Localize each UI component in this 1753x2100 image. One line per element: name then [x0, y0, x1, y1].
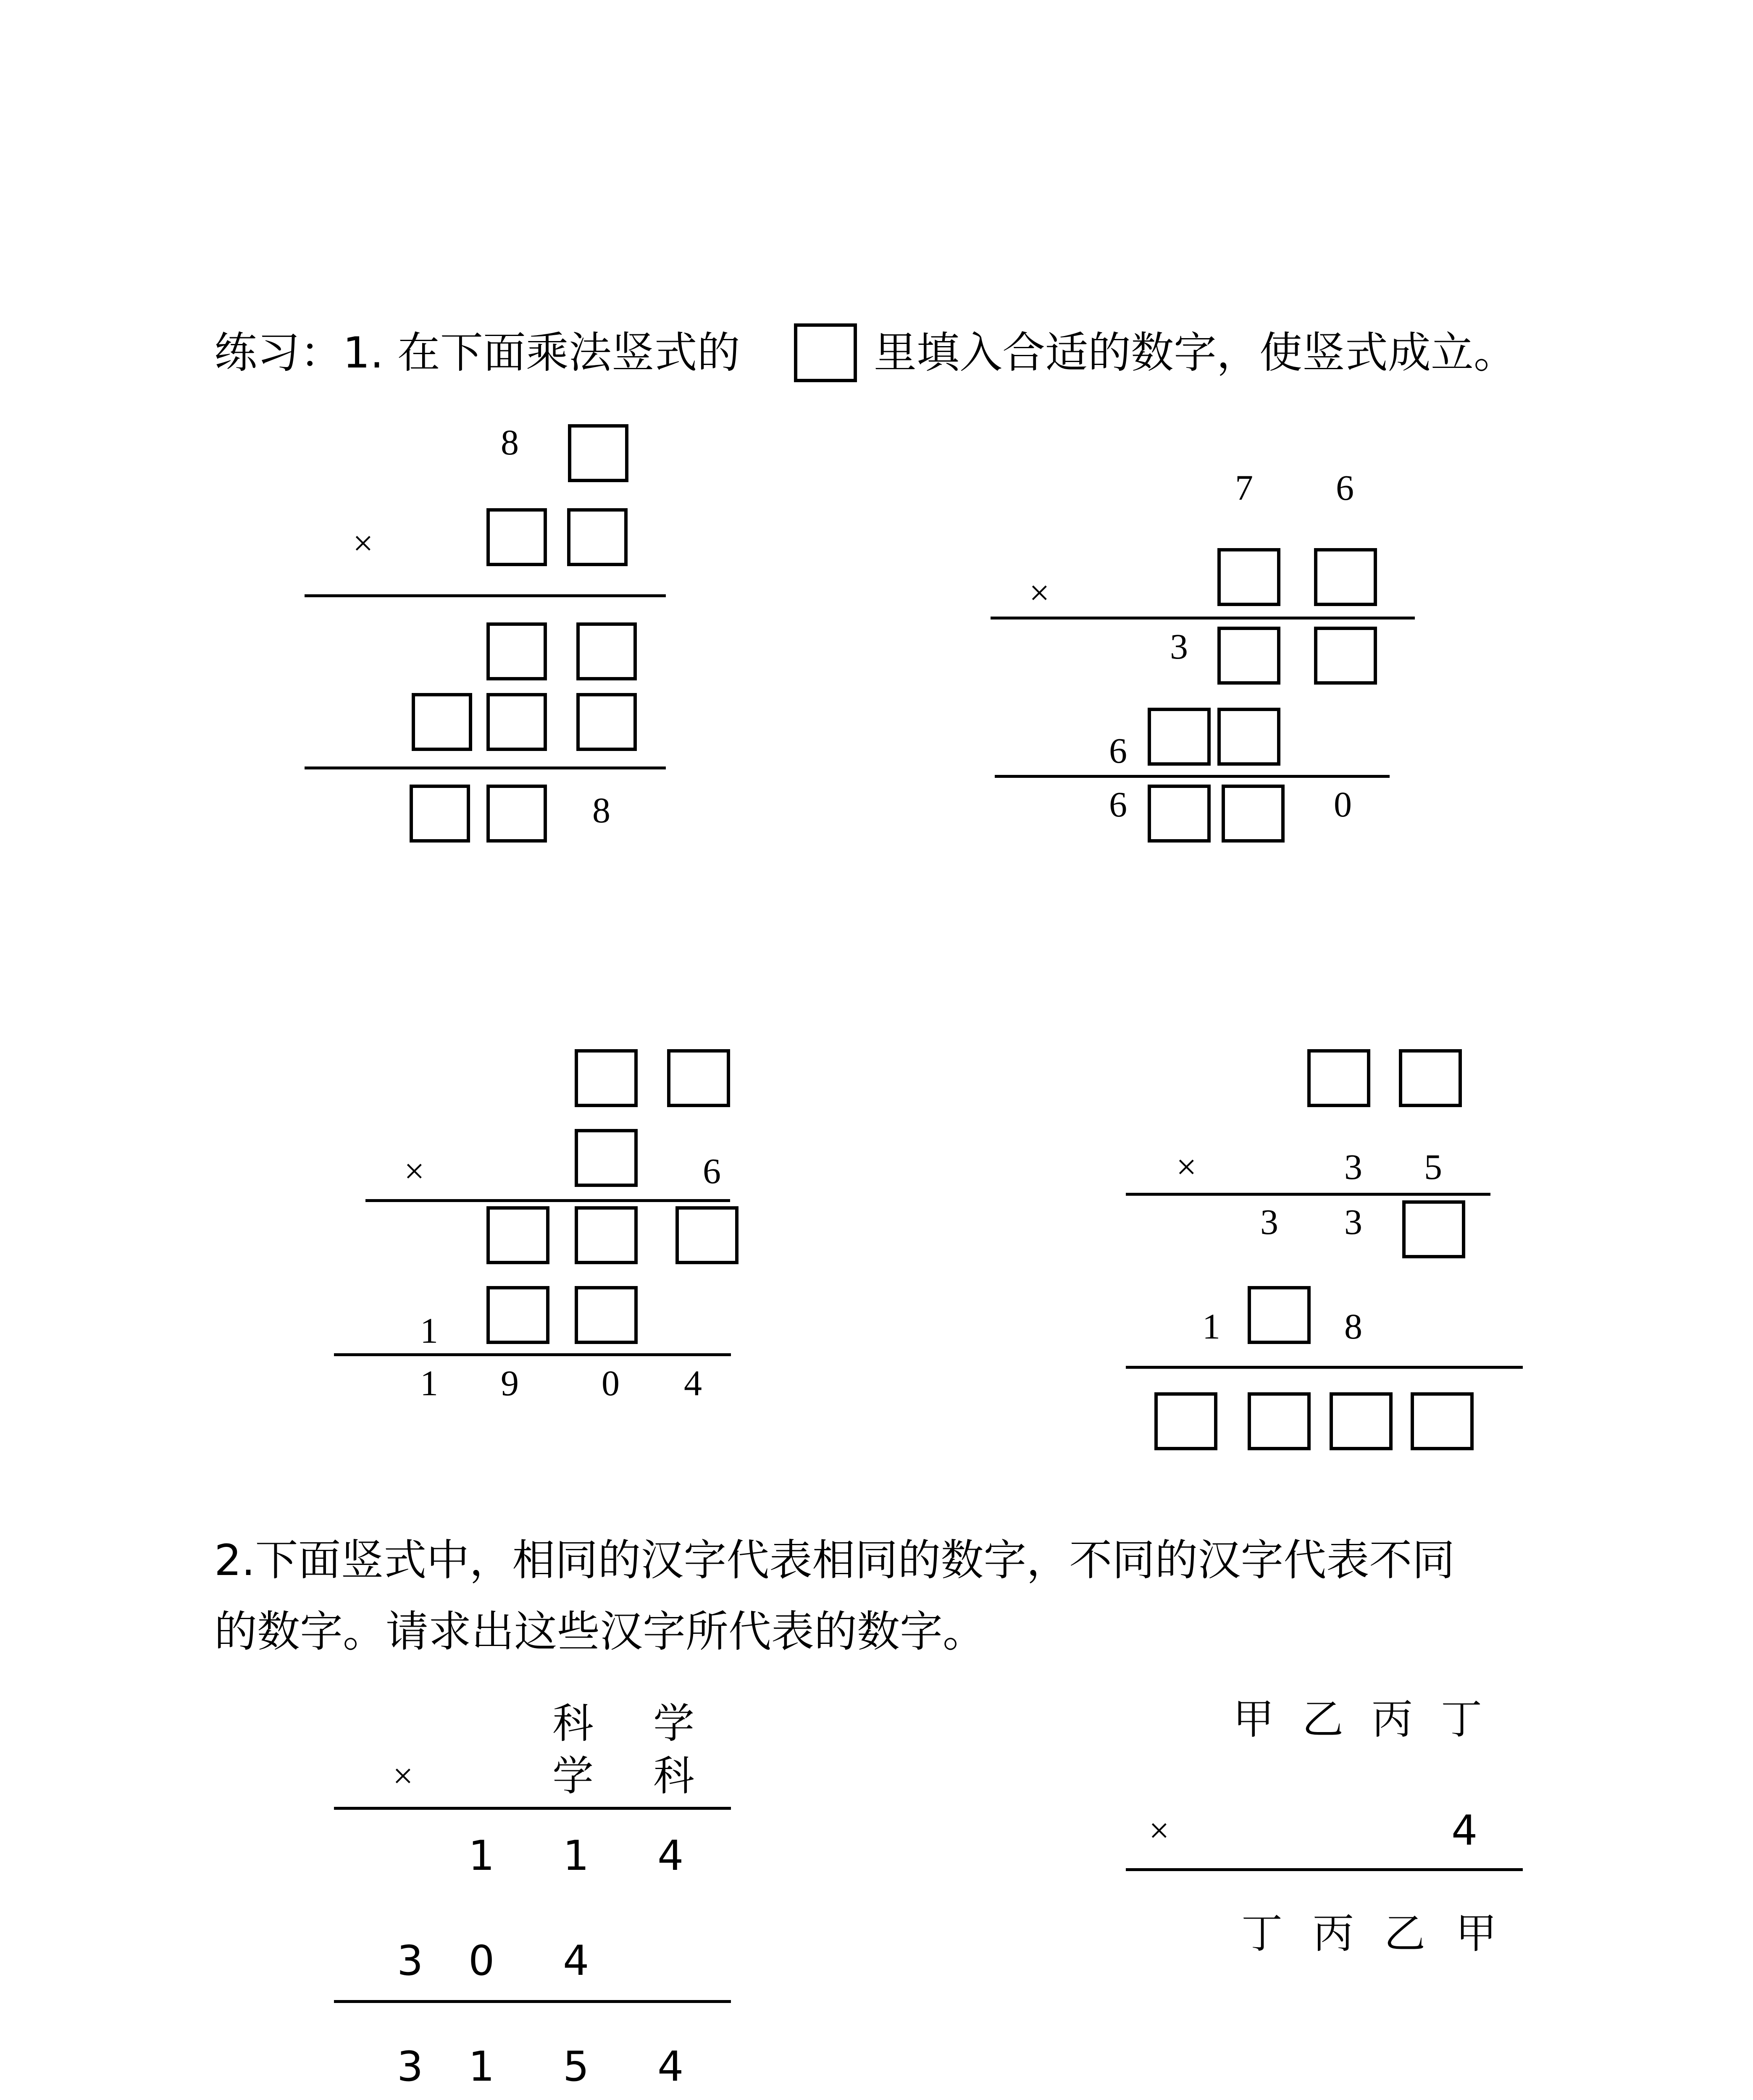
p5-result-digit: 4 — [657, 2043, 684, 2091]
p5-top-char: 科 — [552, 1700, 594, 1748]
answer-box[interactable] — [575, 1286, 638, 1344]
rule-line — [1126, 1193, 1490, 1196]
answer-box[interactable] — [486, 1286, 549, 1344]
q1-suffix: 里填入合适的数字，使竖式成立。 — [874, 328, 1516, 378]
p6-mult-digit: 4 — [1451, 1807, 1478, 1855]
answer-box[interactable] — [1148, 708, 1211, 766]
p3-mult-digit: 6 — [703, 1151, 721, 1191]
p1-result-digit: 8 — [592, 790, 610, 830]
p2-result-digit: 6 — [1109, 784, 1127, 824]
p3-result-digit: 1 — [420, 1363, 438, 1403]
p6-top-char: 乙 — [1302, 1696, 1344, 1743]
p5-row1-digit: 1 — [563, 1832, 589, 1880]
times-sign: × — [393, 1756, 413, 1796]
answer-box[interactable] — [412, 693, 472, 751]
answer-box[interactable] — [1402, 1200, 1465, 1258]
q2-line1: 2.下面竖式中，相同的汉字代表相同的数字，不同的汉字代表不同 — [214, 1536, 1455, 1586]
p5-result-digit: 3 — [397, 2043, 423, 2091]
rule-line — [334, 2000, 731, 2003]
answer-box[interactable] — [667, 1049, 730, 1107]
p3-result-digit: 0 — [602, 1363, 620, 1403]
answer-box[interactable] — [576, 622, 637, 680]
times-sign: × — [1149, 1810, 1170, 1851]
rule-line — [305, 594, 666, 597]
p3-row2-digit: 1 — [420, 1310, 438, 1351]
answer-box[interactable] — [1314, 548, 1377, 606]
answer-box[interactable] — [410, 785, 470, 843]
times-sign: × — [353, 523, 373, 563]
answer-box[interactable] — [1217, 708, 1280, 766]
answer-box[interactable] — [486, 508, 547, 566]
answer-box[interactable] — [486, 1206, 549, 1264]
answer-box[interactable] — [1307, 1049, 1370, 1107]
p5-result-digit: 5 — [563, 2043, 589, 2091]
answer-box[interactable] — [1222, 785, 1285, 843]
times-sign: × — [1176, 1147, 1197, 1187]
q1-prefix: 练习：1. 在下面乘法竖式的 — [214, 328, 740, 378]
answer-box[interactable] — [1330, 1392, 1393, 1450]
answer-box[interactable] — [486, 622, 547, 680]
p5-mult-char: 科 — [653, 1752, 695, 1800]
times-sign: × — [404, 1151, 425, 1191]
answer-box[interactable] — [568, 424, 628, 482]
p2-top-digit: 6 — [1336, 467, 1354, 508]
answer-box[interactable] — [1248, 1286, 1311, 1344]
rule-line — [1126, 1366, 1523, 1369]
p5-row1-digit: 4 — [657, 1832, 684, 1880]
answer-box[interactable] — [486, 785, 547, 843]
p5-row2-digit: 3 — [397, 1937, 423, 1985]
p5-mult-char: 学 — [552, 1752, 594, 1800]
p2-row2-digit: 6 — [1109, 730, 1127, 771]
p2-row1-digit: 3 — [1170, 626, 1188, 667]
p4-row2-digit: 1 — [1202, 1306, 1220, 1347]
rule-line — [995, 775, 1390, 778]
answer-box[interactable] — [1217, 627, 1280, 685]
answer-box[interactable] — [675, 1206, 739, 1264]
rule-line — [305, 766, 666, 769]
answer-box[interactable] — [486, 693, 547, 751]
p4-mult-digit: 5 — [1424, 1147, 1442, 1187]
answer-box[interactable] — [1248, 1392, 1311, 1450]
p4-row1-digit: 3 — [1260, 1202, 1278, 1242]
p1-top-digit: 8 — [501, 422, 519, 462]
p2-top-digit: 7 — [1235, 467, 1253, 508]
p6-top-char: 甲 — [1233, 1696, 1275, 1743]
p6-top-char: 丁 — [1441, 1696, 1482, 1743]
p5-row2-digit: 0 — [468, 1937, 495, 1985]
p4-row2-digit: 8 — [1344, 1306, 1362, 1347]
p6-result-char: 乙 — [1384, 1910, 1426, 1958]
p4-row1-digit: 3 — [1344, 1202, 1362, 1242]
p5-result-digit: 1 — [468, 2043, 495, 2091]
rule-line — [991, 617, 1415, 620]
p5-row2-digit: 4 — [563, 1937, 589, 1985]
p3-result-digit: 4 — [684, 1363, 702, 1403]
answer-box[interactable] — [1217, 548, 1280, 606]
answer-box[interactable] — [567, 508, 628, 566]
p3-result-digit: 9 — [501, 1363, 519, 1403]
rule-line — [1126, 1868, 1523, 1871]
answer-box[interactable] — [576, 693, 637, 751]
answer-box[interactable] — [1314, 627, 1377, 685]
example-answer-box — [794, 323, 857, 382]
p4-mult-digit: 3 — [1344, 1147, 1362, 1187]
q2-line2: 的数字。请求出这些汉字所代表的数字。 — [214, 1607, 986, 1657]
rule-line — [334, 1807, 731, 1810]
answer-box[interactable] — [575, 1206, 638, 1264]
answer-box[interactable] — [1411, 1392, 1474, 1450]
rule-line — [365, 1199, 730, 1202]
p6-top-char: 丙 — [1372, 1696, 1413, 1743]
rule-line — [334, 1353, 731, 1356]
p6-result-char: 丁 — [1241, 1910, 1283, 1958]
answer-box[interactable] — [1154, 1392, 1217, 1450]
p6-result-char: 丙 — [1313, 1910, 1354, 1958]
p2-result-digit: 0 — [1334, 784, 1352, 824]
times-sign: × — [1029, 572, 1050, 613]
p6-result-char: 甲 — [1456, 1910, 1497, 1958]
answer-box[interactable] — [1399, 1049, 1462, 1107]
p5-top-char: 学 — [653, 1700, 695, 1748]
p5-row1-digit: 1 — [468, 1832, 495, 1880]
answer-box[interactable] — [1148, 785, 1211, 843]
answer-box[interactable] — [575, 1049, 638, 1107]
answer-box[interactable] — [575, 1129, 638, 1187]
